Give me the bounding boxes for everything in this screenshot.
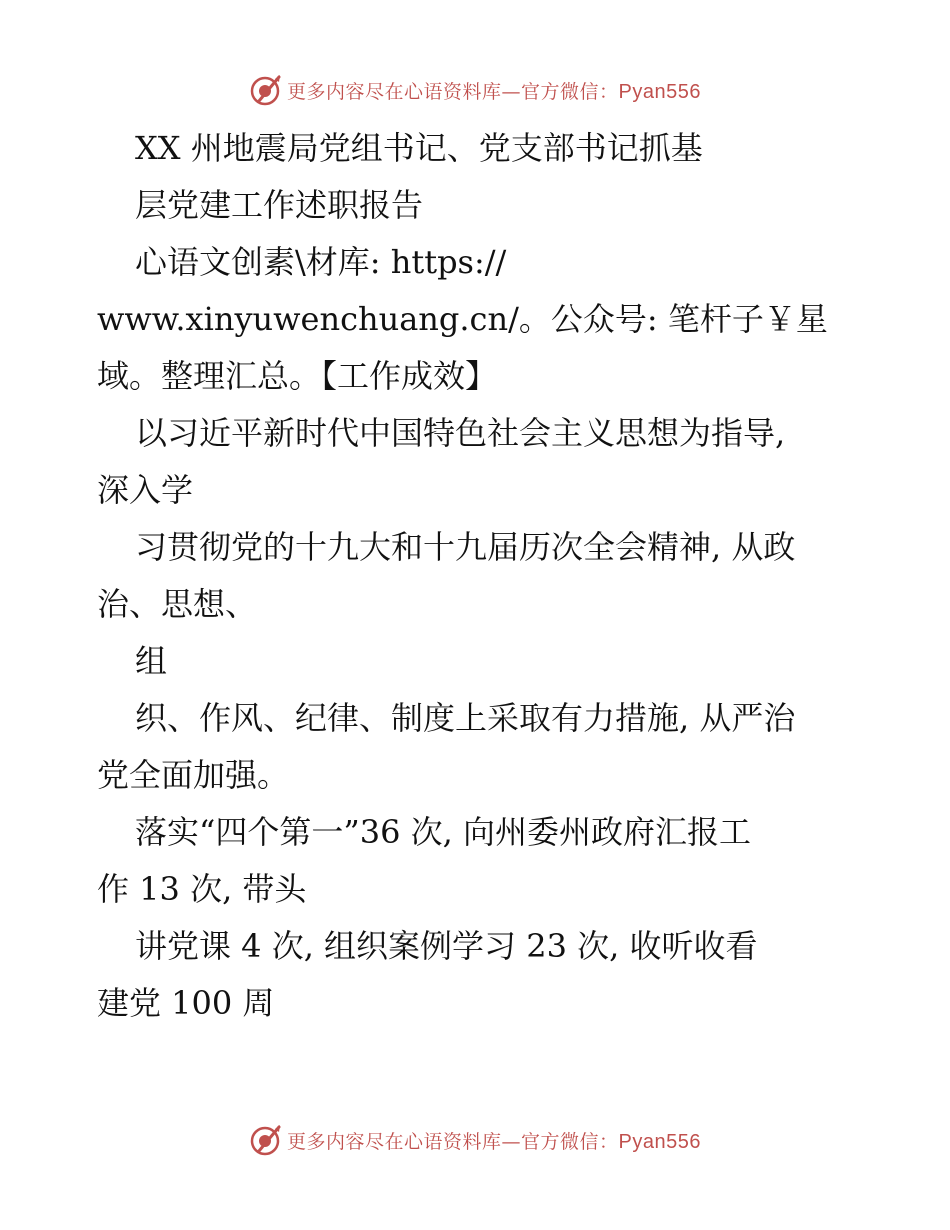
text-line: 讲党课 4 次, 组织案例学习 23 次, 收听收看 bbox=[135, 927, 758, 965]
wechat-id: Pyan556 bbox=[618, 80, 701, 103]
text-line: 层党建工作述职报告 bbox=[135, 186, 424, 224]
header-banner bbox=[0, 70, 950, 110]
document-body bbox=[97, 120, 867, 1032]
wechat-id: Pyan556 bbox=[618, 1130, 701, 1153]
text-line: 落实“四个第一”36 次, 向州委州政府汇报工 bbox=[135, 813, 751, 851]
text-line: 习贯彻党的十九大和十九届历次全会精神, 从政 bbox=[135, 528, 796, 566]
brush-logo-icon bbox=[249, 73, 283, 107]
text-line: XX 州地震局党组书记、党支部书记抓基 bbox=[135, 129, 703, 167]
text-line: 组 bbox=[135, 642, 168, 680]
footer-banner bbox=[0, 1120, 950, 1160]
text-line: 深入学 bbox=[97, 471, 194, 509]
banner-text: 更多内容尽在心语资料库—官方微信：Pyan556 bbox=[287, 1130, 701, 1153]
text-line: 建党 100 周 bbox=[97, 984, 275, 1022]
text-line: 治、思想、 bbox=[97, 585, 258, 623]
brush-logo-icon bbox=[249, 1123, 283, 1157]
text-line: 心语文创素\材库: https:// bbox=[135, 243, 507, 281]
text-line: 域。整理汇总。【工作成效】 bbox=[97, 357, 498, 395]
text-line: www.xinyuwenchuang.cn/。公众号: 笔杆子￥星 bbox=[97, 300, 828, 338]
text-line: 以习近平新时代中国特色社会主义思想为指导, bbox=[135, 414, 786, 452]
text-line: 党全面加强。 bbox=[97, 756, 290, 794]
text-line: 作 13 次, 带头 bbox=[97, 870, 307, 908]
banner-text: 更多内容尽在心语资料库—官方微信：Pyan556 bbox=[287, 80, 701, 103]
text-line: 织、作风、纪律、制度上采取有力措施, 从严治 bbox=[135, 699, 796, 737]
